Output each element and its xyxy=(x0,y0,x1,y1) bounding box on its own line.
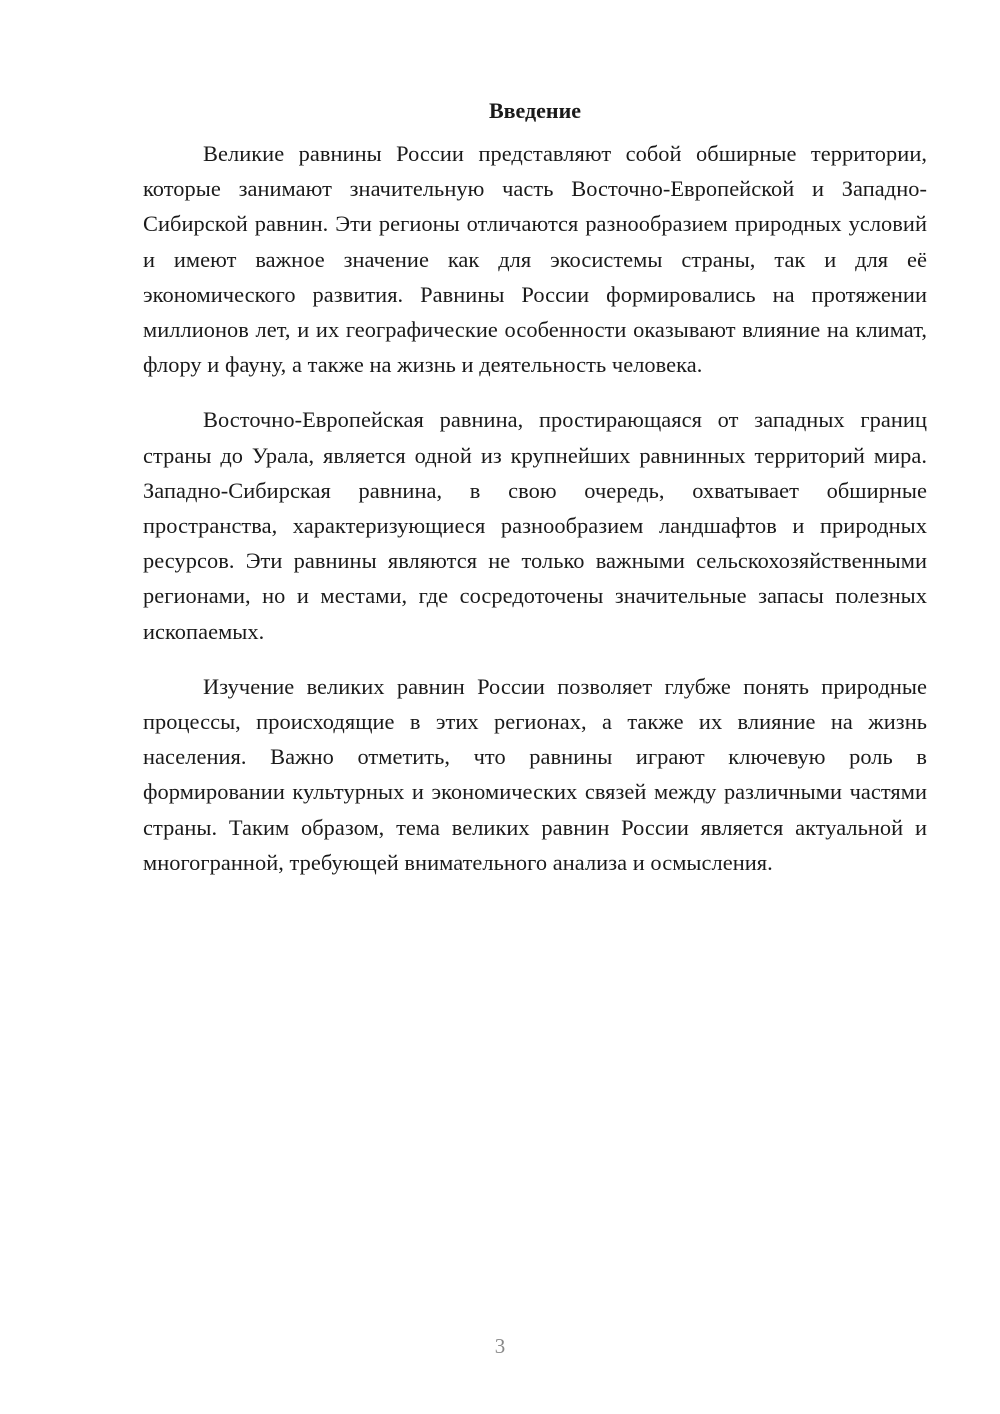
paragraph-1: Великие равнины России представляют собой обширные территории, которые занимают значительную часть Восточно-Европейской и Западно-Сибирской равнин. Эти регионы отличаются разнообразием природных условий и имеют важное значение как для экосистемы страны, так и для её экономического развития. Равнины России формировались на протяжении миллионов лет, и их географические особенности оказывают влияние на климат, флору и фауну, а также на жизнь и деятельность человека. xyxy=(143,141,927,378)
page-content xyxy=(143,94,927,900)
section-heading: Введение xyxy=(488,98,582,123)
paragraph-2: Восточно-Европейская равнина, простирающаяся от западных границ страны до Урала, является одной из крупнейших равнинных территорий мира. Западно-Сибирская равнина, в свою очередь, охватывает обширные пространства, характеризующиеся разнообразием ландшафтов и природных ресурсов. Эти равнины являются не только важными сельскохозяйственными регионами, но и местами, где сосредоточены значительные запасы полезных ископаемых. xyxy=(143,407,927,644)
page-number: 3 xyxy=(494,1334,506,1358)
paragraph-3: Изучение великих равнин России позволяет глубже понять природные процессы, происходящие в этих регионах, а также их влияние на жизнь населения. Важно отметить, что равнины играют ключевую роль в формировании культурных и экономических связей между различными частями страны. Таким образом, тема великих равнин России является актуальной и многогранной, требующей внимательного анализа и осмысления. xyxy=(143,673,927,875)
